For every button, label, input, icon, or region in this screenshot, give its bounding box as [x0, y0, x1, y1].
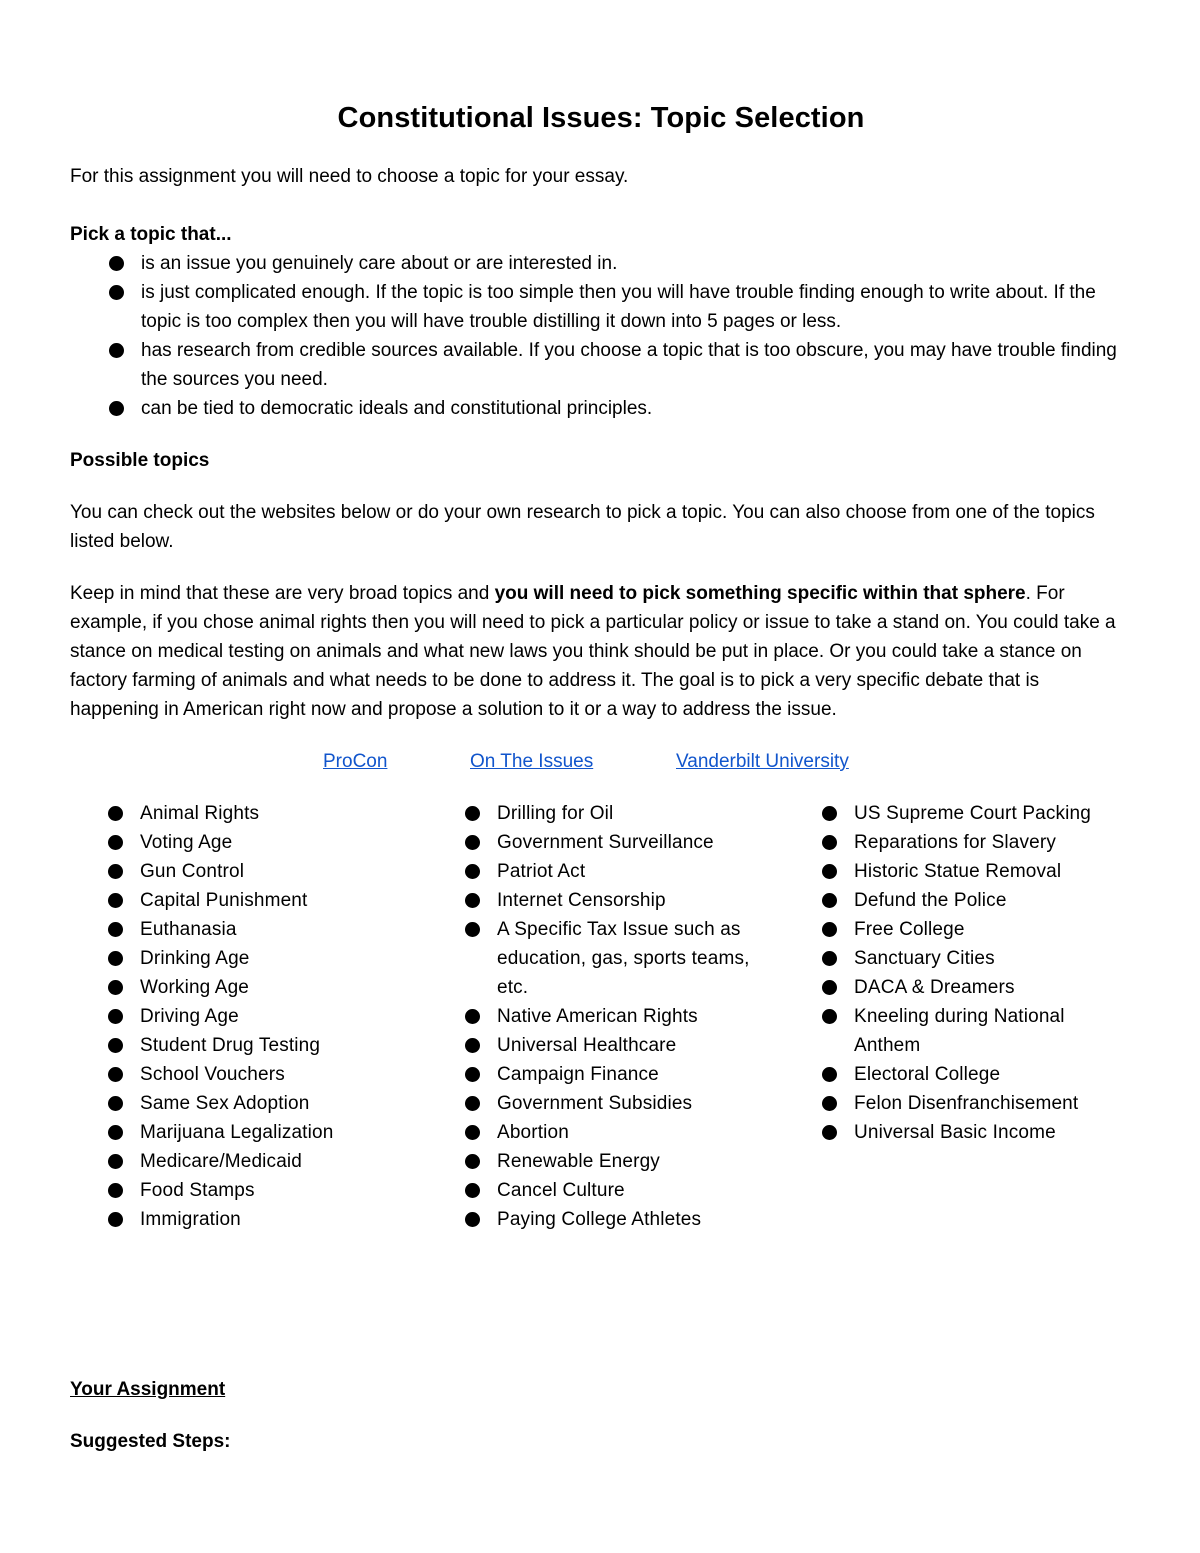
topic-label: Voting Age [140, 832, 233, 853]
criteria-text: is an issue you genuinely care about or are interested in. [141, 253, 618, 274]
bullet-icon [465, 806, 480, 821]
topic-item [108, 1147, 438, 1176]
topic-label: Gun Control [140, 861, 245, 882]
bullet-icon [109, 343, 124, 358]
topic-label: Working Age [140, 977, 250, 998]
topic-item [822, 828, 1122, 857]
topic-item [822, 799, 1122, 828]
topic-item [465, 828, 795, 857]
keep-text-emphasis: you will need to pick something specific within that sphere [494, 583, 1026, 604]
bullet-icon [465, 893, 480, 908]
bullet-icon [108, 835, 123, 850]
topic-label: Paying College Athletes [497, 1209, 702, 1230]
topic-label: US Supreme Court Packing [854, 803, 1091, 824]
bullet-icon [822, 864, 837, 879]
topic-item [108, 1118, 438, 1147]
bullet-icon [822, 835, 837, 850]
topic-label: Native American Rights [497, 1006, 698, 1027]
bullet-icon [108, 893, 123, 908]
topic-item [465, 1060, 795, 1089]
topic-item [108, 857, 438, 886]
topic-item [822, 886, 1122, 915]
topic-item [465, 1205, 795, 1234]
criteria-item [70, 249, 1132, 278]
bullet-icon [465, 864, 480, 879]
bullet-icon [822, 893, 837, 908]
bullet-icon [108, 806, 123, 821]
topic-label: A Specific Tax Issue such as education, gas, sports teams, etc. [497, 919, 750, 998]
topic-item [465, 1147, 795, 1176]
topics-column-2 [465, 799, 795, 1234]
procon-link[interactable]: ProCon [323, 751, 388, 772]
topic-label: Historic Statue Removal [854, 861, 1062, 882]
topic-item [108, 1002, 438, 1031]
bullet-icon [465, 1154, 480, 1169]
topic-item [465, 1002, 795, 1031]
on-the-issues-link[interactable]: On The Issues [470, 751, 594, 772]
topic-label: Drilling for Oil [497, 803, 614, 824]
topic-label: Free College [854, 919, 965, 940]
topic-item [465, 1089, 795, 1118]
bullet-icon [108, 1009, 123, 1024]
bullet-icon [108, 1038, 123, 1053]
topic-label: Immigration [140, 1209, 241, 1230]
bullet-icon [108, 922, 123, 937]
bullet-icon [108, 1212, 123, 1227]
topic-item [822, 1118, 1122, 1147]
intro-paragraph: For this assignment you will need to choose a topic for your essay. [70, 166, 629, 187]
topic-label: Electoral College [854, 1064, 1001, 1085]
keep-text-end: . For example, if you chose animal rights then you will need to pick a particular policy or issue to take a stand on. You could take a stance on medical testing on animals and what new laws you think should be put in place. Or you could take a stance on factory farming of animals and what needs to be done to address it. The goal is to pick a very specific debate that is happening in American right now and propose a solution to it or a way to address the issue. [70, 583, 1116, 720]
topic-label: Capital Punishment [140, 890, 308, 911]
bullet-icon [465, 1183, 480, 1198]
topic-item [108, 1205, 438, 1234]
criteria-text: has research from credible sources available. If you choose a topic that is too obscure, you may have trouble finding the sources you need. [141, 340, 1117, 390]
bullet-icon [465, 1067, 480, 1082]
topic-item [108, 944, 438, 973]
bullet-icon [465, 1038, 480, 1053]
topic-label: Abortion [497, 1122, 569, 1143]
bullet-icon [109, 285, 124, 300]
bullet-icon [822, 1067, 837, 1082]
topic-item [108, 1176, 438, 1205]
topic-item [465, 1118, 795, 1147]
criteria-list [70, 249, 1132, 423]
bullet-icon [108, 1125, 123, 1140]
bullet-icon [822, 922, 837, 937]
bullet-icon [822, 1096, 837, 1111]
topic-label: Drinking Age [140, 948, 250, 969]
topic-label: Universal Basic Income [854, 1122, 1056, 1143]
bullet-icon [109, 401, 124, 416]
bullet-icon [465, 1009, 480, 1024]
topic-item [465, 857, 795, 886]
topic-item [108, 915, 438, 944]
resource-links [70, 747, 1132, 776]
document-page [70, 98, 1132, 1259]
topic-label: Felon Disenfranchisement [854, 1093, 1079, 1114]
topic-item [108, 1060, 438, 1089]
topic-label: Internet Censorship [497, 890, 666, 911]
topic-label: Cancel Culture [497, 1180, 625, 1201]
topic-item [822, 915, 1122, 944]
topic-item [465, 1031, 795, 1060]
bullet-icon [822, 1009, 837, 1024]
criteria-item [70, 394, 1132, 423]
topic-item [108, 1031, 438, 1060]
topic-label: Food Stamps [140, 1180, 255, 1201]
topic-item [465, 1176, 795, 1205]
topic-item [108, 828, 438, 857]
criteria-item [70, 278, 1132, 336]
topic-label: Animal Rights [140, 803, 260, 824]
topic-item [822, 1002, 1094, 1060]
suggested-steps-heading: Suggested Steps: [70, 1431, 231, 1452]
topics-column-1 [108, 799, 438, 1234]
vanderbilt-university-link[interactable]: Vanderbilt University [676, 751, 849, 772]
topics-column-3 [822, 799, 1122, 1147]
topic-item [108, 1089, 438, 1118]
topic-item [822, 944, 1122, 973]
pick-topic-heading: Pick a topic that... [70, 224, 232, 245]
bullet-icon [465, 1096, 480, 1111]
topic-label: Patriot Act [497, 861, 586, 882]
bullet-icon [108, 864, 123, 879]
topic-label: Defund the Police [854, 890, 1007, 911]
topic-label: Sanctuary Cities [854, 948, 995, 969]
topic-label: Kneeling during National Anthem [854, 1006, 1065, 1056]
bullet-icon [108, 1183, 123, 1198]
bullet-icon [465, 922, 480, 937]
topic-label: Student Drug Testing [140, 1035, 321, 1056]
bullet-icon [822, 1125, 837, 1140]
page-title: Constitutional Issues: Topic Selection [337, 102, 865, 134]
topic-item [108, 886, 438, 915]
bullet-icon [465, 835, 480, 850]
topic-label: Medicare/Medicaid [140, 1151, 303, 1172]
topic-label: School Vouchers [140, 1064, 285, 1085]
topic-item [465, 886, 795, 915]
topic-label: Same Sex Adoption [140, 1093, 310, 1114]
topic-label: Government Subsidies [497, 1093, 693, 1114]
topic-item [822, 857, 1122, 886]
topic-label: Marijuana Legalization [140, 1122, 334, 1143]
possible-topics-heading: Possible topics [70, 450, 210, 471]
criteria-text: can be tied to democratic ideals and constitutional principles. [141, 398, 653, 419]
topic-item [465, 915, 765, 1002]
topic-item [108, 799, 438, 828]
topic-item [822, 1089, 1122, 1118]
topic-label: DACA & Dreamers [854, 977, 1015, 998]
topic-item [465, 799, 795, 828]
topic-label: Campaign Finance [497, 1064, 659, 1085]
check-websites-paragraph: You can check out the websites below or do your own research to pick a topic. You can also choose from one of the topics listed below. [70, 502, 1095, 552]
bullet-icon [108, 980, 123, 995]
topic-label: Euthanasia [140, 919, 237, 940]
bullet-icon [822, 980, 837, 995]
keep-in-mind-paragraph [70, 579, 1132, 724]
bullet-icon [822, 806, 837, 821]
topic-item [822, 1060, 1122, 1089]
your-assignment-heading: Your Assignment [70, 1379, 226, 1400]
criteria-text: is just complicated enough. If the topic is too simple then you will have trouble finding enough to write about. If the topic is too complex then you will have trouble distilling it down into 5 pages or less. [141, 282, 1096, 332]
bullet-icon [108, 1067, 123, 1082]
topic-label: Government Surveillance [497, 832, 714, 853]
topic-label: Reparations for Slavery [854, 832, 1056, 853]
bullet-icon [109, 256, 124, 271]
topics-columns [70, 799, 1132, 1259]
bullet-icon [822, 951, 837, 966]
keep-text-start: Keep in mind that these are very broad topics and [70, 583, 495, 604]
topic-label: Universal Healthcare [497, 1035, 677, 1056]
topic-label: Renewable Energy [497, 1151, 660, 1172]
bullet-icon [465, 1212, 480, 1227]
bullet-icon [108, 1096, 123, 1111]
topic-label: Driving Age [140, 1006, 239, 1027]
criteria-item [70, 336, 1132, 394]
topic-item [822, 973, 1122, 1002]
bullet-icon [108, 951, 123, 966]
bullet-icon [108, 1154, 123, 1169]
topic-item [108, 973, 438, 1002]
bullet-icon [465, 1125, 480, 1140]
